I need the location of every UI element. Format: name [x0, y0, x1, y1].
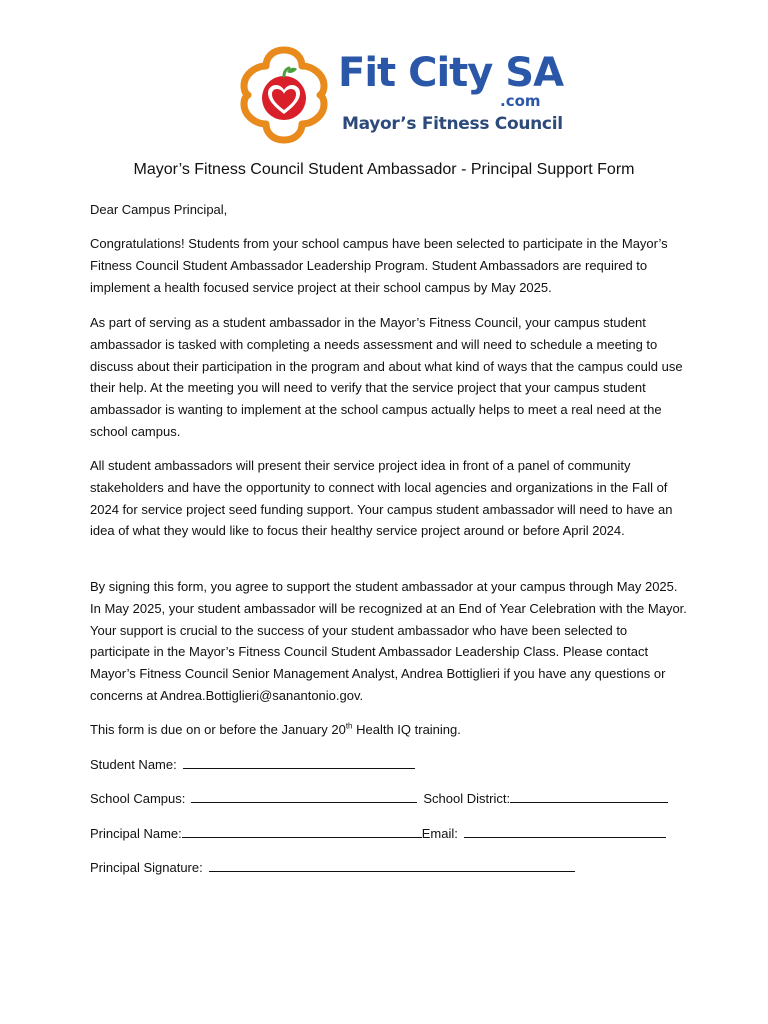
logo-brand-suffix: .com: [500, 92, 541, 110]
email-label: Email:: [421, 826, 458, 841]
principal-name-label: Principal Name:: [90, 826, 182, 841]
due-date-note: [90, 719, 690, 741]
due-text-after: Health IQ training.: [352, 722, 461, 737]
school-campus-label: School Campus:: [90, 791, 186, 806]
paragraph-text: Congratulations! Students from your school campus have been selected to participate in the Mayor’s Fitness Council Student Ambassador Leadership Program. Student Ambassadors are required to implement a health focused service project at their school campus by May 2025.: [90, 236, 668, 295]
student-name-row: [90, 755, 415, 775]
greeting-text: Dear Campus Principal,: [90, 202, 228, 217]
greeting: [90, 199, 690, 221]
paragraph-text: By signing this form, you agree to support the student ambassador at your campus through May 2025. In May 2025, your student ambassador will be recognized at an End of Year Celebration with the Mayor. Your support is crucial to the success of your student ambassador who have been selected to participate in the Mayor’s Fitness Council Student Ambassador Leadership Class. Please contact Mayor’s Fitness Council Senior Management Analyst, Andrea Bottiglieri if you have any questions or concerns at Andrea.Bottiglieri@sanantonio.gov.: [90, 579, 687, 703]
school-district-blank[interactable]: [510, 790, 668, 803]
due-superscript: th: [345, 721, 353, 731]
paragraph-1: [90, 233, 690, 298]
school-row: [90, 789, 668, 809]
student-name-blank[interactable]: [183, 756, 415, 769]
fit-city-sa-logo: [232, 44, 564, 146]
principal-signature-label: Principal Signature:: [90, 860, 203, 875]
quatrefoil-heart-icon: [232, 44, 336, 146]
paragraph-text: All student ambassadors will present their service project idea in front of a panel of community stakeholders and have the opportunity to connect with local agencies and organizations in the Fall of 2024 for service project seed funding support. Your campus student ambassador will need to have an idea of what they would like to focus their healthy service project around or before April 2024.: [90, 458, 673, 539]
email-blank[interactable]: [464, 825, 666, 838]
principal-row: [90, 824, 666, 844]
form-title: Mayor’s Fitness Council Student Ambassador - Principal Support Form: [133, 161, 635, 178]
logo-brand-name: Fit City SA: [338, 50, 564, 96]
signature-row: [90, 858, 575, 878]
logo-subtitle: Mayor’s Fitness Council: [342, 114, 563, 134]
paragraph-4: [90, 576, 690, 707]
paragraph-2: [90, 312, 690, 443]
paragraph-3: [90, 455, 690, 542]
school-campus-blank[interactable]: [191, 790, 417, 803]
principal-name-blank[interactable]: [182, 825, 422, 838]
school-district-label: School District:: [423, 791, 511, 806]
principal-signature-blank[interactable]: [209, 859, 575, 872]
due-text-before: This form is due on or before the January 20: [90, 722, 346, 737]
student-name-label: Student Name:: [90, 757, 177, 772]
paragraph-text: As part of serving as a student ambassador in the Mayor’s Fitness Council, your campus student ambassador is tasked with completing a needs assessment and will need to schedule a meeting to discuss about their participation in the program and about what kind of ways that the campus could use their help. At the meeting you will need to verify that the service project that your campus student ambassador is wanting to implement at the school campus actually helps to meet a real need at the school campus.: [90, 315, 683, 439]
